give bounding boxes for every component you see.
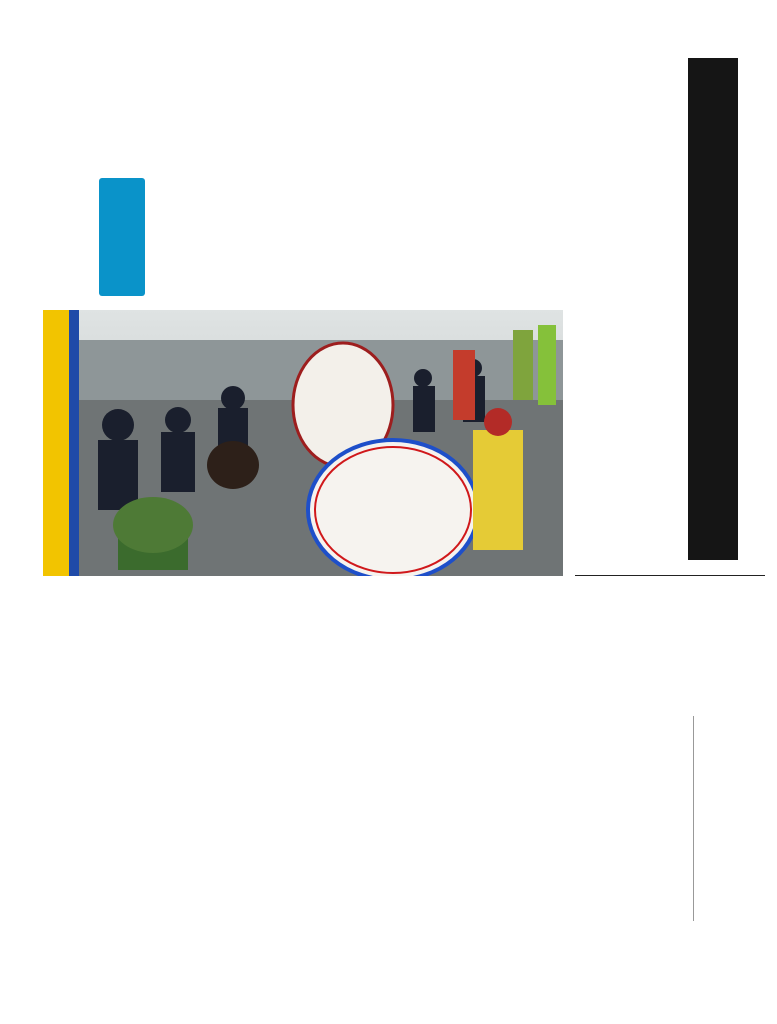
photo-caption bbox=[44, 178, 98, 296]
photo-graphic bbox=[43, 310, 563, 576]
photo-caption-right bbox=[530, 315, 570, 575]
headline-banner bbox=[688, 58, 738, 560]
section-divider-vertical bbox=[693, 716, 694, 921]
lead-paragraph bbox=[396, 58, 584, 308]
body-column-left bbox=[45, 58, 157, 172]
body-column-middle bbox=[160, 58, 325, 306]
section-divider-horizontal bbox=[575, 575, 765, 576]
photo-placeholder bbox=[43, 310, 563, 576]
lower-column-1 bbox=[640, 585, 765, 715]
series-badge bbox=[99, 178, 145, 296]
subheadline bbox=[328, 52, 373, 302]
main-headline bbox=[590, 60, 685, 560]
